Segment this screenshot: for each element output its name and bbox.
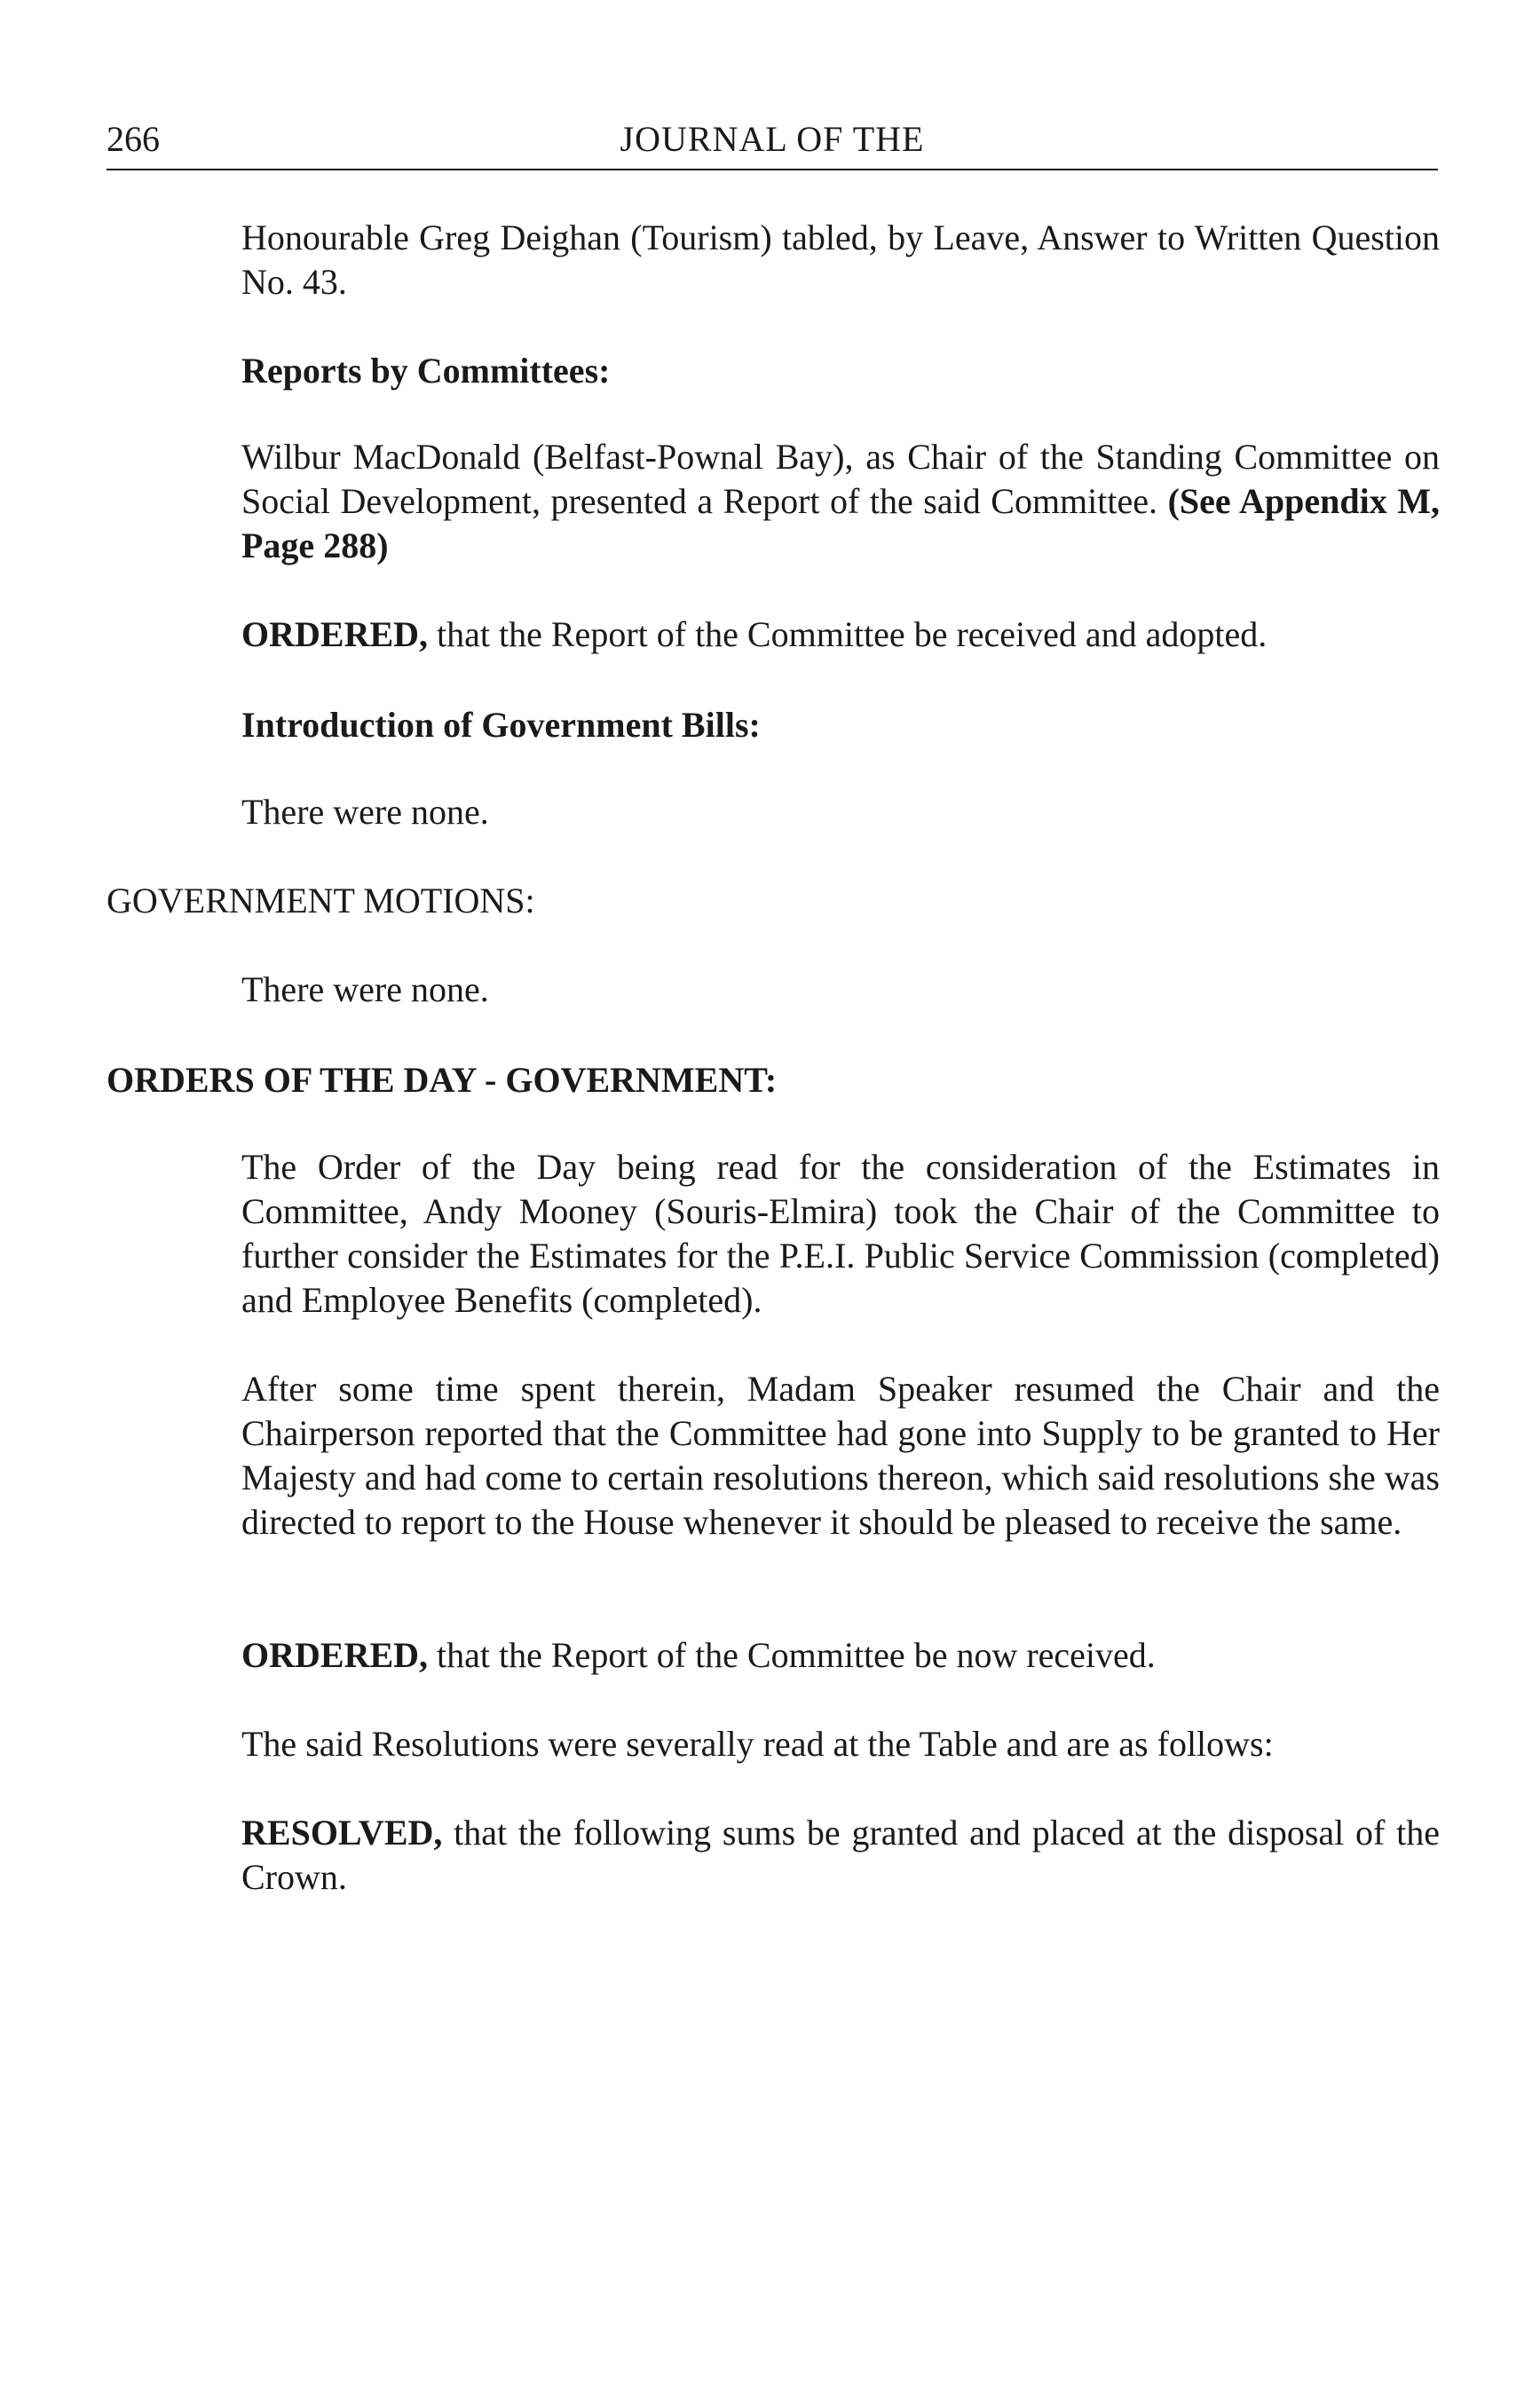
ordered-label: ORDERED, [241,614,429,654]
page-header [107,115,1438,170]
committee-report-text: Wilbur MacDonald (Belfast-Pownal Bay), as Chair of the Standing Committee on Social Development, presented a Report of the said Committee. [241,437,1440,521]
committee-report-paragraph [241,435,1440,568]
resolved-label: RESOLVED, [241,1813,443,1853]
ordered-adopted-text: that the Report of the Committee be received and adopted. [428,614,1268,654]
ordered-adopted-paragraph [241,612,1440,657]
none-bills-text: There were none. [241,792,489,832]
supply-report-paragraph: After some time spent therein, Madam Speaker resumed the Chair and the Chairperson reported that the Committee had gone into Supply to be granted to Her Majesty and had come to certain resolutions thereon, which said resolutions she was directed to report to the House whenever it should be pleased to receive the same. [241,1369,1440,1542]
introduction-of-government-bills-heading: Introduction of Government Bills: [241,705,761,745]
orders-of-the-day-heading: ORDERS OF THE DAY - GOVERNMENT: [107,1060,778,1100]
government-motions-heading: GOVERNMENT MOTIONS: [107,881,535,920]
estimates-committee-paragraph: The Order of the Day being read for the consideration of the Estimates in Committee, Andy Mooney (Souris-Elmira) took the Chair of the Committee to further consider the Estimates for the P.E.I. Public Service Commission (completed) and Employee Benefits (completed). [241,1147,1440,1320]
page-number: 266 [107,119,160,159]
ordered-received-text: that the Report of the Committee be now received. [428,1635,1156,1675]
reports-by-committees-heading: Reports by Committees: [241,351,611,391]
tabled-answer-paragraph: Honourable Greg Deighan (Tourism) tabled, by Leave, Answer to Written Question No. 43. [241,217,1440,302]
resolutions-read-paragraph: The said Resolutions were severally read at the Table and are as follows: [241,1724,1274,1764]
resolved-text: that the following sums be granted and placed at the disposal of the Crown. [241,1813,1440,1897]
ordered-received-paragraph [241,1633,1440,1678]
resolved-paragraph [241,1811,1440,1900]
appendix-reference: (See Appendix M, Page 288) [241,481,1440,565]
ordered-label: ORDERED, [241,1635,429,1675]
running-head: JOURNAL OF THE [620,119,925,159]
none-motions-text: There were none. [241,969,489,1009]
